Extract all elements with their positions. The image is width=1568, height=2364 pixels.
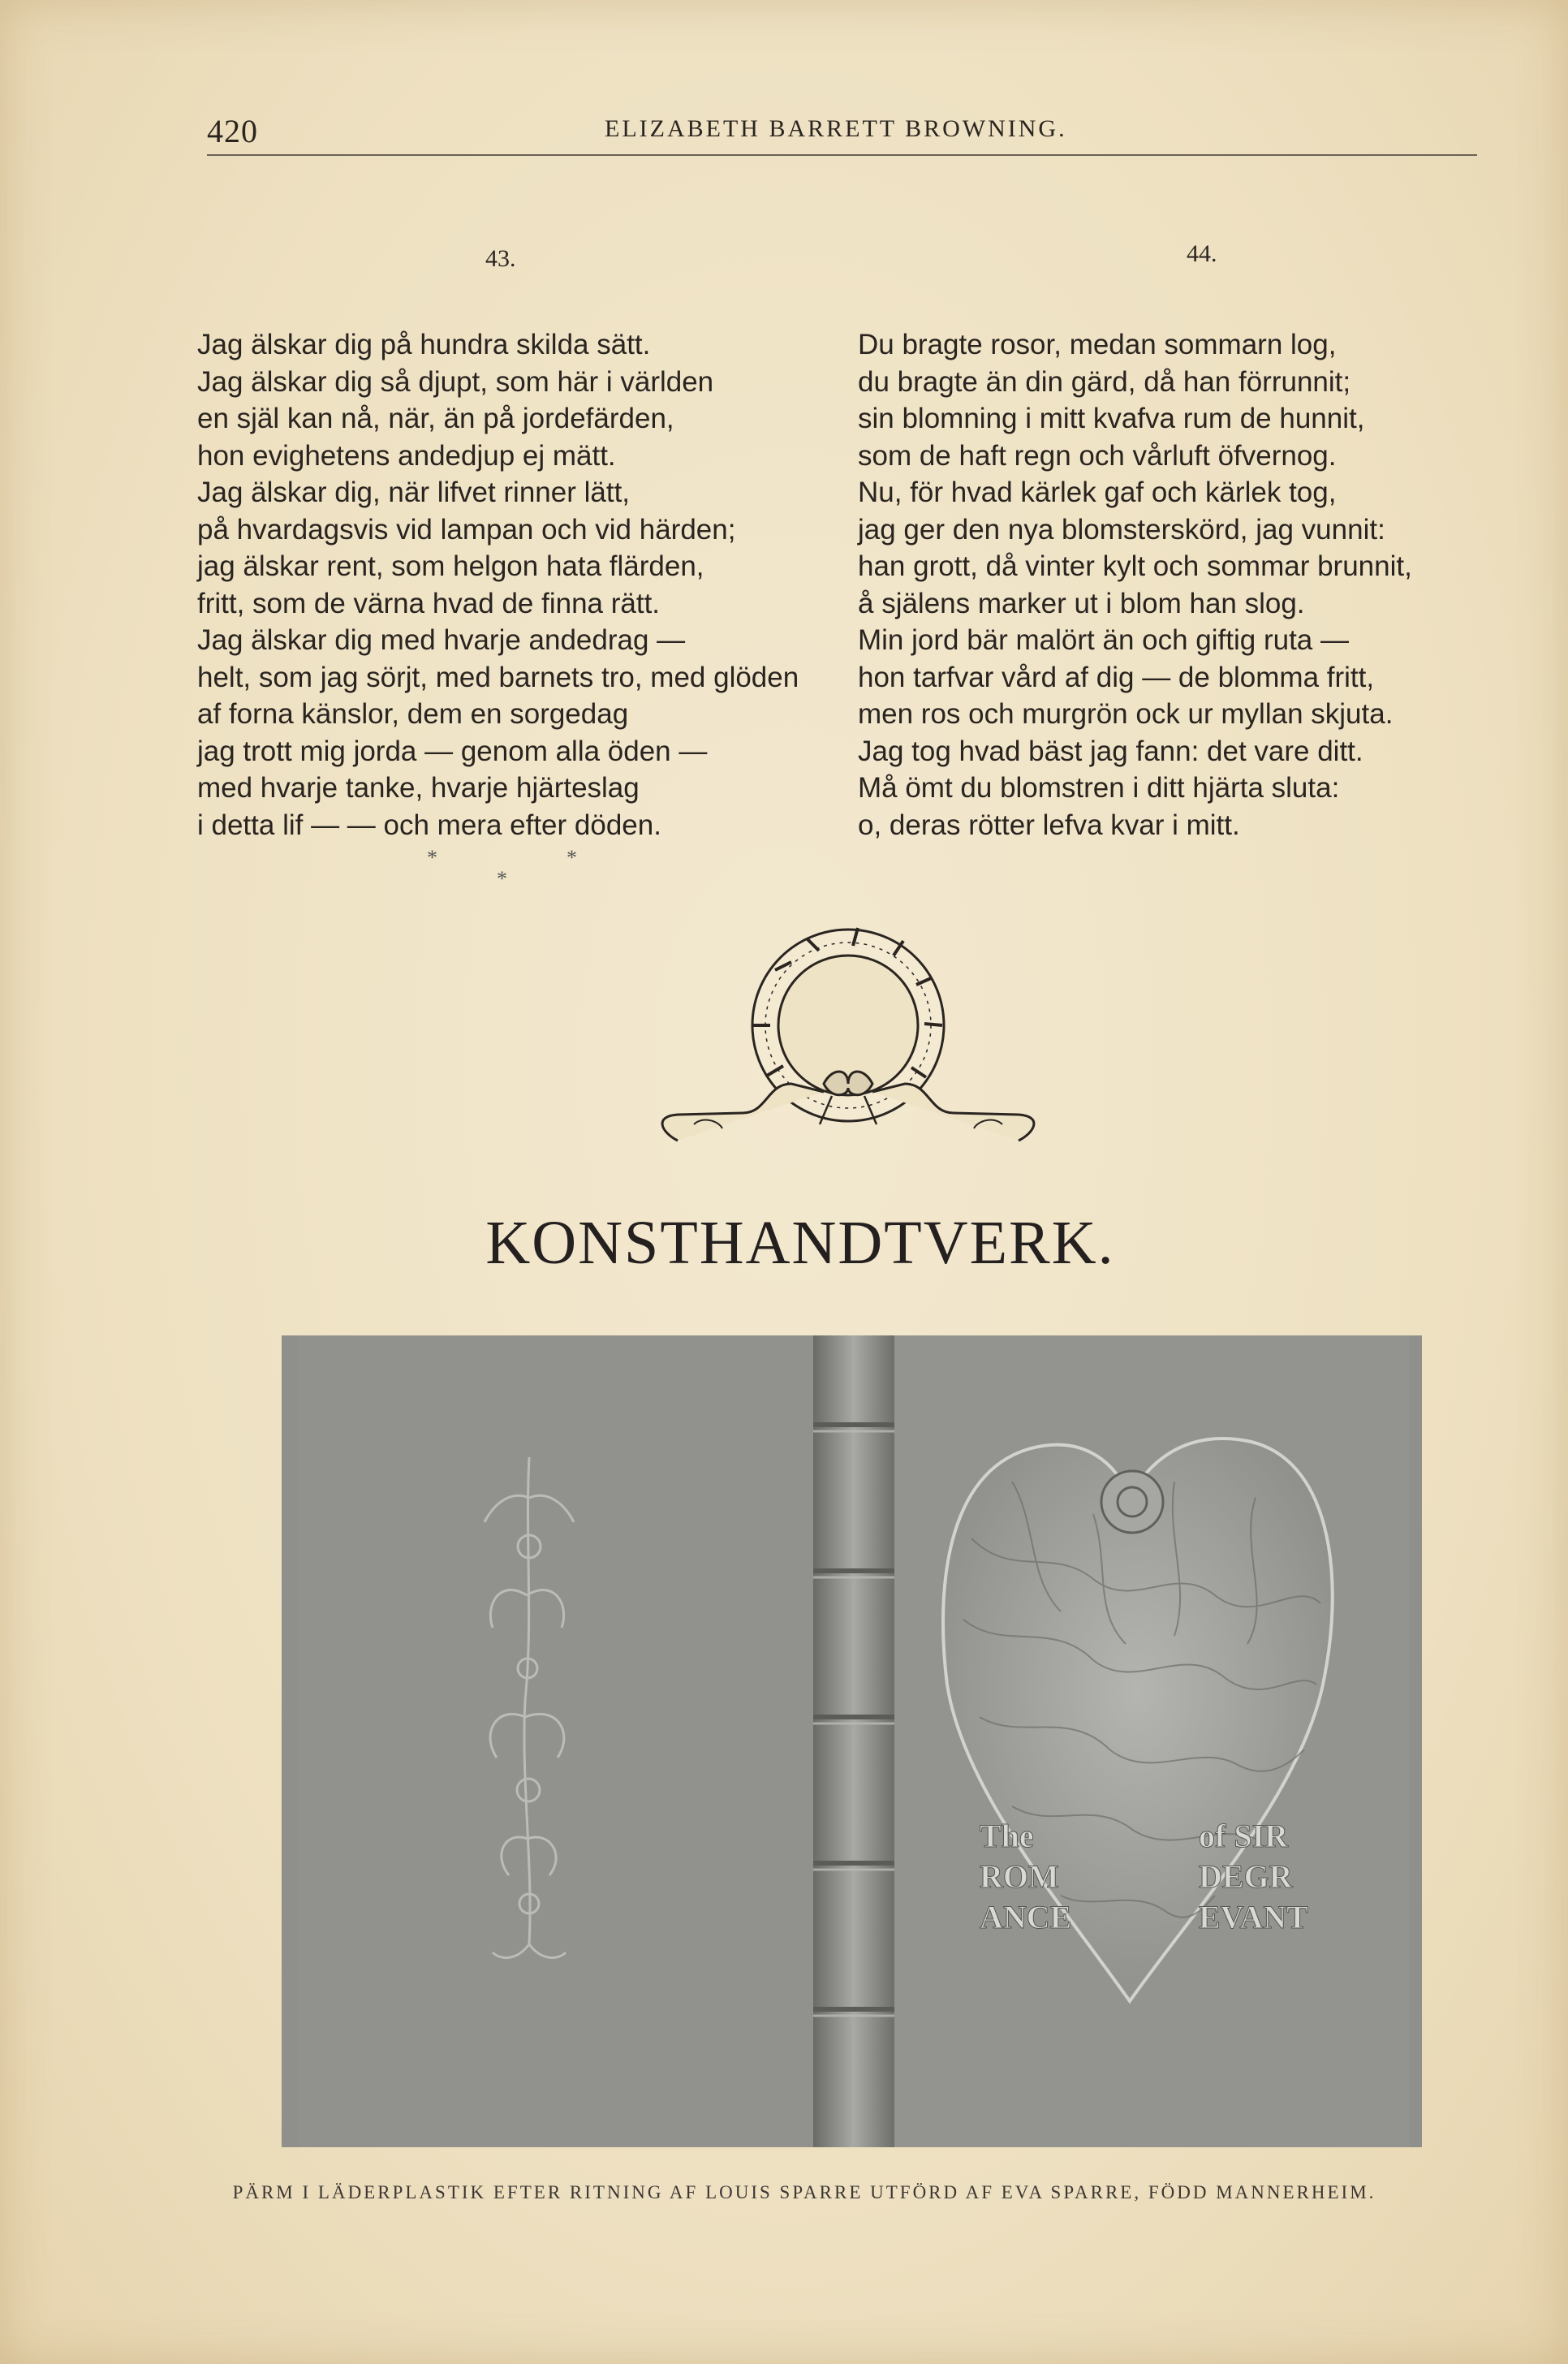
asterisk: * bbox=[497, 867, 507, 891]
poem-line: sin blomning i mitt kvafva rum de hunnit, bbox=[858, 403, 1365, 434]
poem-line: du bragte än din gärd, då han förrunnit; bbox=[858, 365, 1351, 398]
section-title: KONSTHANDTVERK. bbox=[485, 1209, 1115, 1277]
photo-caption: PÄRM I LÄDERPLASTIK EFTER RITNING AF LOUIS SPARRE UTFÖRD AF EVA SPARRE, FÖDD MANNERHEIM. bbox=[232, 2182, 1376, 2202]
emblem-text: ROM bbox=[980, 1858, 1059, 1895]
page-number: 420 bbox=[207, 113, 258, 149]
emblem-text: DEGR bbox=[1199, 1858, 1293, 1895]
poem-number-43: 43. bbox=[485, 245, 516, 272]
poem-line: med hvarje tanke, hvarje hjärteslag bbox=[197, 772, 640, 804]
poem-line: Du bragte rosor, medan sommarn log, bbox=[858, 329, 1337, 360]
poem-line: Jag älskar dig så djupt, som här i världen bbox=[197, 365, 714, 398]
poem-line: på hvardagsvis vid lampan och vid härden; bbox=[197, 513, 736, 546]
poem-line: jag älskar rent, som helgon hata flärden, bbox=[197, 550, 704, 582]
emblem-text: ANCE bbox=[980, 1899, 1072, 1935]
sonnet-44 bbox=[858, 326, 1507, 843]
book-spine bbox=[813, 1335, 894, 2147]
wreath-ornament bbox=[645, 921, 1051, 1157]
sonnet-43 bbox=[197, 326, 846, 843]
poem-line: men ros och murgrön ock ur myllan skjuta. bbox=[858, 698, 1394, 730]
poem-line: hon evighetens andedjup ej mätt. bbox=[197, 439, 616, 472]
poem-line: en själ kan nå, när, än på jordefärden, bbox=[197, 403, 674, 434]
poem-line: Jag tog hvad bäst jag fann: det vare ditt. bbox=[858, 735, 1363, 767]
poem-line: i detta lif — — och mera efter döden. bbox=[197, 809, 661, 841]
header-rule bbox=[207, 154, 1477, 156]
poem-line: som de haft regn och vårluft öfvernog. bbox=[858, 439, 1337, 472]
page-header bbox=[207, 112, 1477, 153]
book-cover-photo bbox=[282, 1335, 1422, 2147]
poem-line: o, deras rötter lefva kvar i mitt. bbox=[858, 809, 1240, 841]
poem-line: Må ömt du blomstren i ditt hjärta sluta: bbox=[858, 772, 1340, 804]
emblem-text: EVANT bbox=[1199, 1899, 1308, 1935]
poem-line: Jag älskar dig, när lifvet rinner lätt, bbox=[197, 477, 631, 508]
poem-number-44: 44. bbox=[1187, 240, 1217, 267]
running-head: ELIZABETH BARRETT BROWNING. bbox=[605, 115, 1067, 142]
asterisk: * bbox=[427, 846, 437, 869]
heart-emblem bbox=[943, 1439, 1333, 2001]
poem-line: Nu, för hvad kärlek gaf och kärlek tog, bbox=[858, 477, 1337, 508]
emblem-text: The bbox=[980, 1818, 1034, 1854]
poem-line: jag ger den nya blomsterskörd, jag vunnit: bbox=[858, 513, 1385, 546]
poem-line: å själens marker ut i blom han slog. bbox=[858, 587, 1305, 619]
poem-line: Min jord bär malört än och giftig ruta — bbox=[858, 624, 1349, 656]
poem-line: fritt, som de värna hvad de finna rätt. bbox=[197, 587, 661, 619]
poem-line: Jag älskar dig med hvarje andedrag — bbox=[197, 624, 686, 656]
emblem-text: of SIR bbox=[1199, 1818, 1289, 1854]
section-separator bbox=[422, 846, 601, 895]
poem-line: af forna känslor, dem en sorgedag bbox=[197, 698, 629, 730]
poem-line: han grott, då vinter kylt och sommar brunnit, bbox=[858, 550, 1412, 582]
poem-line: hon tarfvar vård af dig — de blomma fritt, bbox=[858, 661, 1375, 693]
poem-line: helt, som jag sörjt, med barnets tro, med glöden bbox=[197, 661, 799, 693]
asterisk: * bbox=[566, 846, 577, 869]
poem-line: jag trott mig jorda — genom alla öden — bbox=[197, 735, 708, 767]
poem-line: Jag älskar dig på hundra skilda sätt. bbox=[197, 329, 651, 360]
book-cover-illustration bbox=[282, 1335, 1422, 2147]
